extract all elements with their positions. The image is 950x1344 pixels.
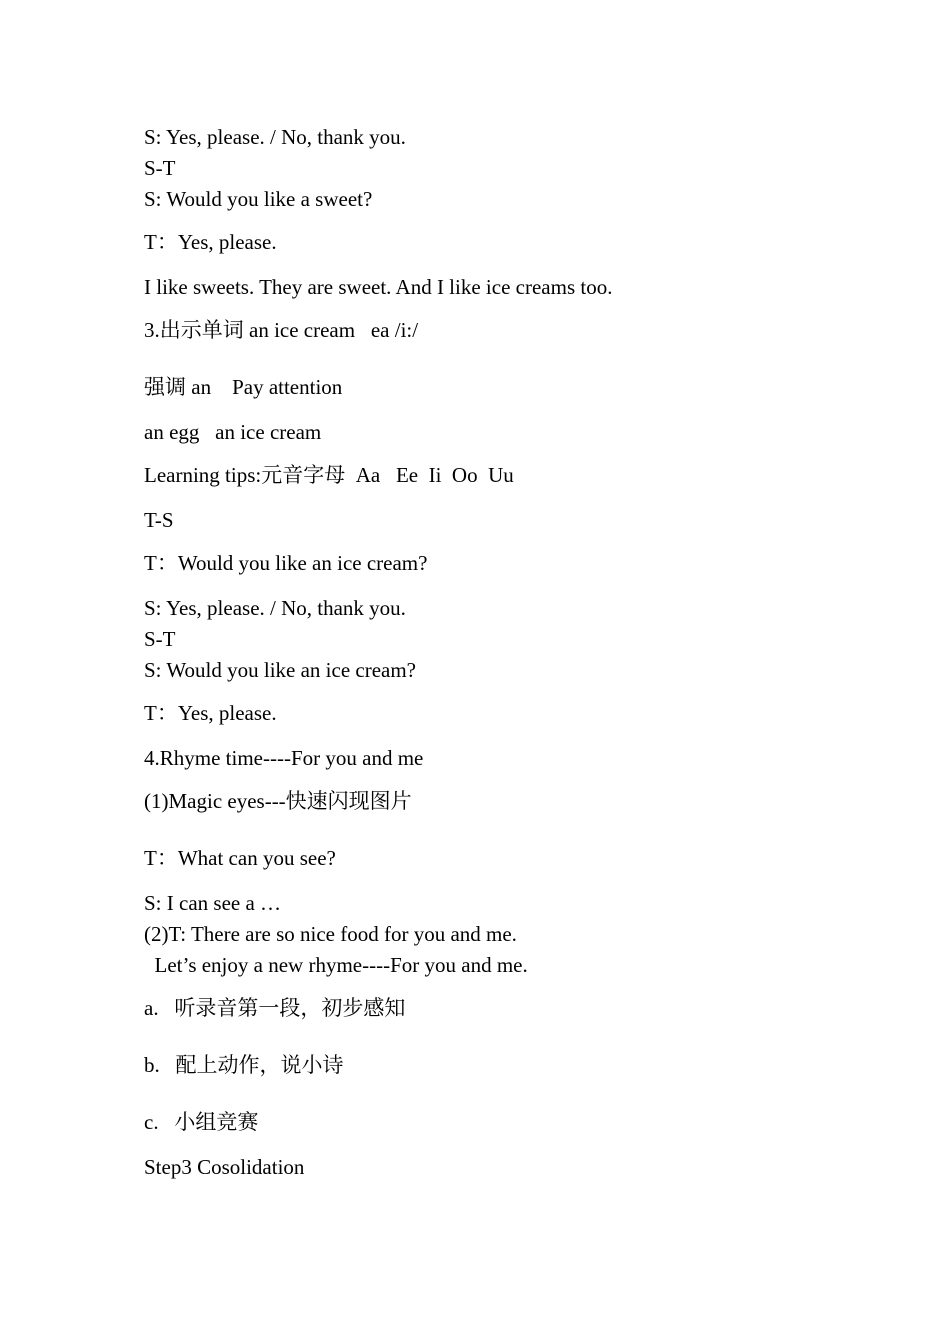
text-line-item-b: b. 配上动作，说小诗 (144, 1053, 344, 1077)
text-line-step-3-word: 3.出示单词 an ice cream ea /i:/ (144, 318, 419, 342)
text-line-an-egg: an egg an ice cream (144, 420, 322, 444)
text-line-learning-tips: Learning tips:元音字母 Aa Ee Ii Oo Uu (144, 463, 514, 487)
text-line-i-like-sweets: I like sweets. They are sweet. And I like ice creams too. (144, 275, 613, 299)
text-line-t-yes-please: T：Yes, please. (144, 230, 277, 254)
text-line-s-would-you-like-ice-cream: S: Would you like an ice cream? (144, 658, 417, 682)
text-line-nice-food: (2)T: There are so nice food for you and me. (144, 922, 517, 946)
text-line-what-can-you-see: T：What can you see? (144, 846, 336, 870)
text-line-s-t-2: S-T (144, 627, 176, 651)
text-line-enjoy-rhyme: Let’s enjoy a new rhyme----For you and me. (144, 953, 528, 977)
text-line-emphasize-an: 强调 an Pay attention (144, 375, 343, 399)
text-line-t-would-you-like-ice-cream: T：Would you like an ice cream? (144, 551, 428, 575)
text-line-item-a: a. 听录音第一段，初步感知 (144, 996, 406, 1020)
text-line-t-s: T-S (144, 508, 174, 532)
text-line-item-c: c. 小组竞赛 (144, 1110, 259, 1134)
text-line-t-yes-please-2: T：Yes, please. (144, 701, 277, 725)
text-line-i-can-see: S: I can see a … (144, 891, 282, 915)
text-line-would-you-like-sweet: S: Would you like a sweet? (144, 187, 373, 211)
text-line-s-t: S-T (144, 156, 176, 180)
text-line-rhyme-time: 4.Rhyme time----For you and me (144, 746, 424, 770)
text-line-step3-cosolidation: Step3 Cosolidation (144, 1155, 305, 1179)
text-line-s-yes-please: S: Yes, please. / No, thank you. (144, 125, 406, 149)
text-line-magic-eyes: (1)Magic eyes---快速闪现图片 (144, 789, 412, 813)
text-line-s-yes-please-2: S: Yes, please. / No, thank you. (144, 596, 406, 620)
